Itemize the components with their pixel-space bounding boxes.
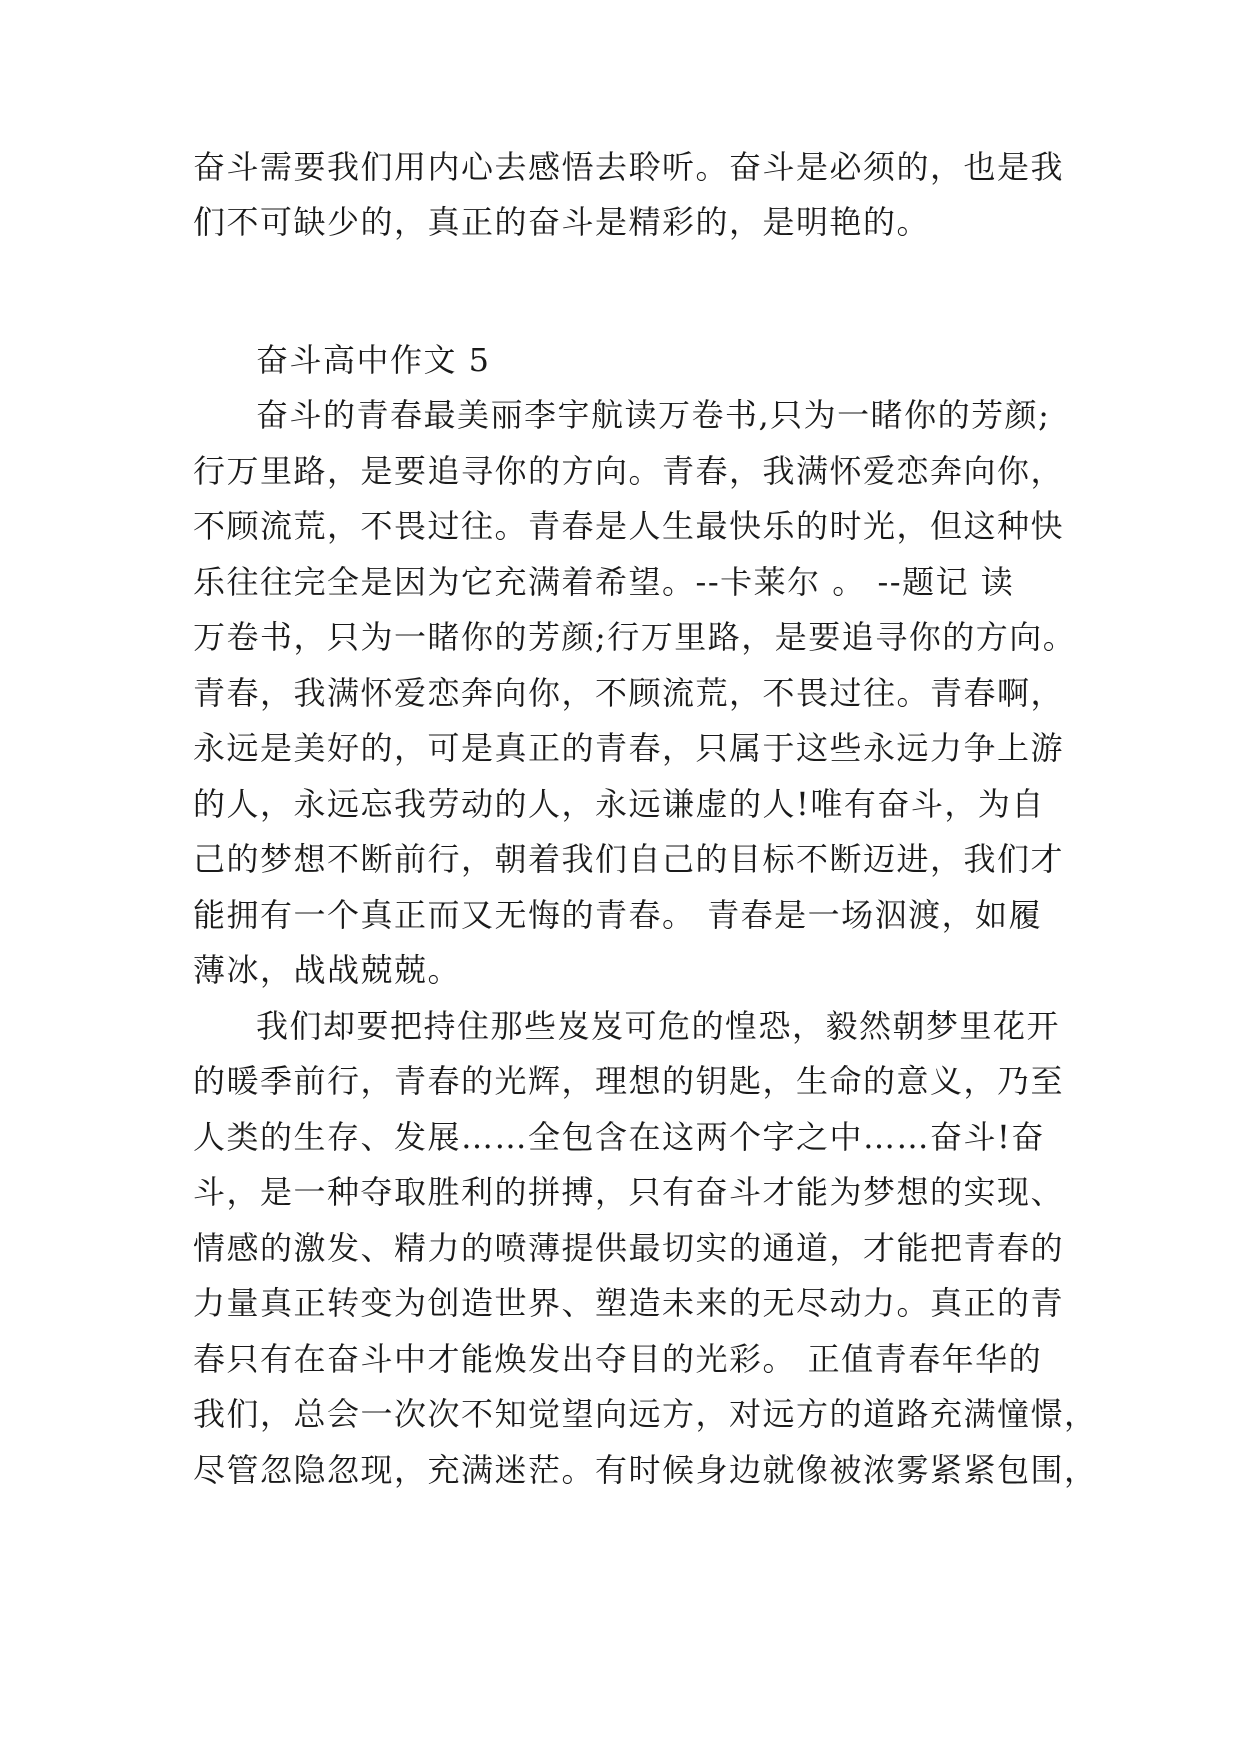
text-line: 乐往往完全是因为它充满着希望。--卡莱尔 。 --题记 读 <box>193 563 1015 601</box>
text-line: 们不可缺少的，真正的奋斗是精彩的，是明艳的。 <box>193 203 931 241</box>
text-line: 尽管忽隐忽现，充满迷茫。有时候身边就像被浓雾紧紧包围， <box>193 1451 1098 1489</box>
text-line: 我们，总会一次次不知觉望向远方，对远方的道路充满憧憬， <box>193 1395 1098 1433</box>
text-line: 春只有在奋斗中才能焕发出夺目的光彩。 正值青春年华的 <box>193 1340 1043 1378</box>
section-title: 奋斗高中作文 5 <box>256 341 491 379</box>
text-line: 斗，是一种夺取胜利的拼搏，只有奋斗才能为梦想的实现、 <box>193 1173 1065 1211</box>
text-line: 我们却要把持住那些岌岌可危的惶恐，毅然朝梦里花开 <box>256 1007 1061 1045</box>
text-line: 奋斗需要我们用内心去感悟去聆听。奋斗是必须的，也是我 <box>193 148 1065 186</box>
text-line: 情感的激发、精力的喷薄提供最切实的通道，才能把青春的 <box>193 1229 1065 1267</box>
text-line: 不顾流荒，不畏过往。青春是人生最快乐的时光，但这种快 <box>193 507 1065 545</box>
text-line: 能拥有一个真正而又无悔的青春。 青春是一场泅渡，如履 <box>193 896 1043 934</box>
text-line: 己的梦想不断前行，朝着我们自己的目标不断迈进，我们才 <box>193 840 1065 878</box>
text-line: 青春，我满怀爱恋奔向你，不顾流荒，不畏过往。青春啊， <box>193 674 1065 712</box>
text-line: 薄冰，战战兢兢。 <box>193 951 462 989</box>
text-line: 永远是美好的，可是真正的青春，只属于这些永远力争上游 <box>193 729 1065 767</box>
text-line: 万卷书，只为一睹你的芳颜;行万里路，是要追寻你的方向。 <box>193 618 1077 656</box>
text-line: 的人，永远忘我劳动的人，永远谦虚的人!唯有奋斗，为自 <box>193 785 1045 823</box>
text-line: 行万里路，是要追寻你的方向。青春，我满怀爱恋奔向你， <box>193 452 1065 490</box>
text-line: 力量真正转变为创造世界、塑造未来的无尽动力。真正的青 <box>193 1284 1065 1322</box>
text-line: 人类的生存、发展……全包含在这两个字之中……奋斗!奋 <box>193 1118 1045 1156</box>
text-line: 的暖季前行，青春的光辉，理想的钥匙，生命的意义，乃至 <box>193 1062 1065 1100</box>
text-line: 奋斗的青春最美丽李宇航读万卷书,只为一睹你的芳颜; <box>256 396 1051 434</box>
